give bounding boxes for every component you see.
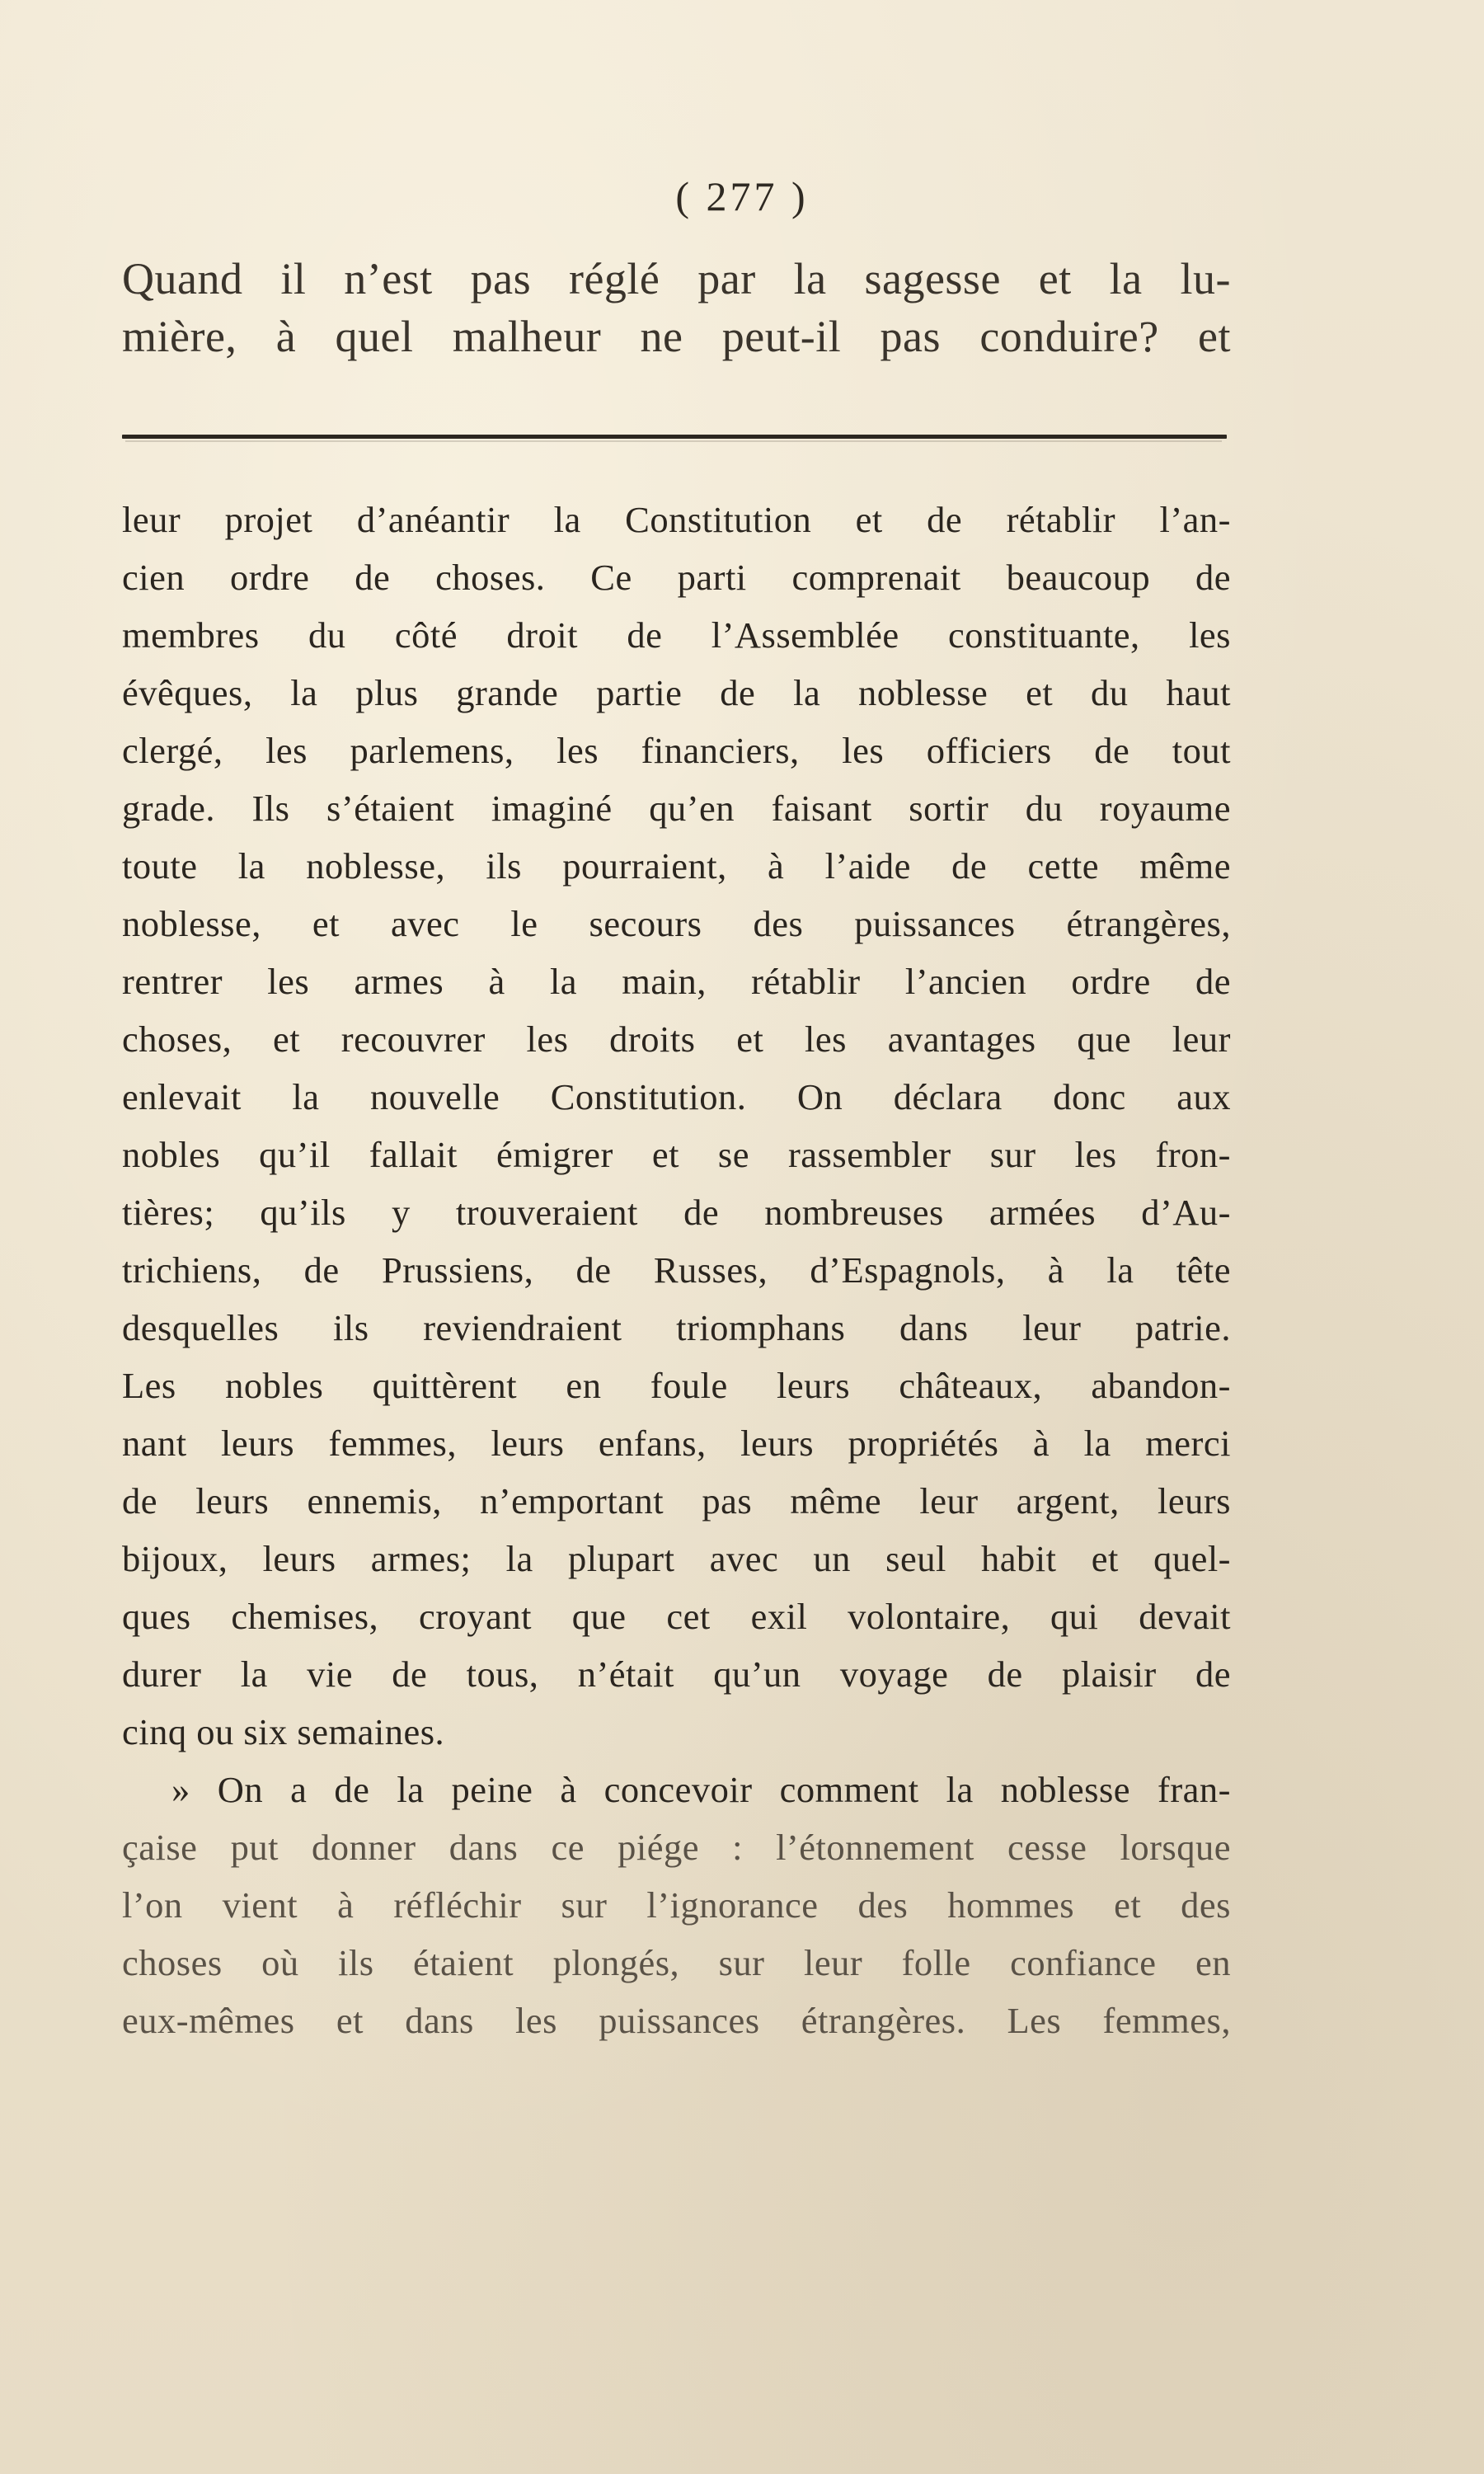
body-text-line: enlevait la nouvelle Constitution. On déclara donc aux <box>122 1076 1231 1117</box>
body-text-line: tières; qu’ils y trouveraient de nombreuses armées d’Au- <box>122 1192 1231 1233</box>
body-text-line: toute la noblesse, ils pourraient, à l’aide de cette même <box>122 845 1231 887</box>
body-text-line: clergé, les parlemens, les financiers, les officiers de tout <box>122 730 1231 771</box>
body-text-line: évêques, la plus grande partie de la noblesse et du haut <box>122 672 1231 713</box>
body-text-line: membres du côté droit de l’Assemblée constituante, les <box>122 614 1231 656</box>
body-text-line: grade. Ils s’étaient imaginé qu’en faisant sortir du royaume <box>122 788 1231 829</box>
body-text-line: nant leurs femmes, leurs enfans, leurs propriétés à la merci <box>122 1423 1231 1464</box>
page-number: ( 277 ) <box>675 173 809 219</box>
body-text-line: durer la vie de tous, n’était qu’un voyage de plaisir de <box>122 1653 1231 1695</box>
body-text-line: rentrer les armes à la main, rétablir l’ancien ordre de <box>122 961 1231 1002</box>
body-text-line: ques chemises, croyant que cet exil volontaire, qui devait <box>122 1596 1231 1637</box>
upper-text-line: Quand il n’est pas réglé par la sagesse et la lu- <box>122 254 1231 303</box>
body-text-line: desquelles ils reviendraient triomphans dans leur patrie. <box>122 1307 1231 1348</box>
body-text-line: trichiens, de Prussiens, de Russes, d’Espagnols, à la tête <box>122 1249 1231 1291</box>
body-text-line: bijoux, leurs armes; la plupart avec un seul habit et quel- <box>122 1538 1231 1579</box>
body-text-line: nobles qu’il fallait émigrer et se rassembler sur les fron- <box>122 1134 1231 1175</box>
body-text-block <box>122 491 1231 2049</box>
horizontal-rule <box>122 435 1227 439</box>
body-text-line: leur projet d’anéantir la Constitution et de rétablir l’an- <box>122 499 1231 540</box>
body-text-line: de leurs ennemis, n’emportant pas même leur argent, leurs <box>122 1480 1231 1522</box>
body-text-line: cien ordre de choses. Ce parti comprenait beaucoup de <box>122 557 1231 598</box>
body-text-line: choses, et recouvrer les droits et les avantages que leur <box>122 1018 1231 1060</box>
body-text-line: eux-mêmes et dans les puissances étrangères. Les femmes, <box>122 2000 1231 2041</box>
upper-text-block <box>122 250 1231 365</box>
rule-shadow <box>125 440 1222 442</box>
body-text-line: » On a de la peine à concevoir comment la noblesse fran- <box>171 1769 1231 1810</box>
body-text-line: choses où ils étaient plongés, sur leur folle confiance en <box>122 1942 1231 1983</box>
body-text-line: noblesse, et avec le secours des puissances étrangères, <box>122 903 1231 944</box>
upper-text-line: mière, à quel malheur ne peut-il pas conduire? et <box>122 312 1231 361</box>
body-text-line: Les nobles quittèrent en foule leurs châteaux, abandon- <box>122 1365 1231 1406</box>
body-text-line: l’on vient à réfléchir sur l’ignorance des hommes et des <box>122 1884 1231 1926</box>
body-text-line: cinq ou six semaines. <box>122 1711 445 1752</box>
body-text-line: çaise put donner dans ce piége : l’étonnement cesse lorsque <box>122 1827 1231 1868</box>
